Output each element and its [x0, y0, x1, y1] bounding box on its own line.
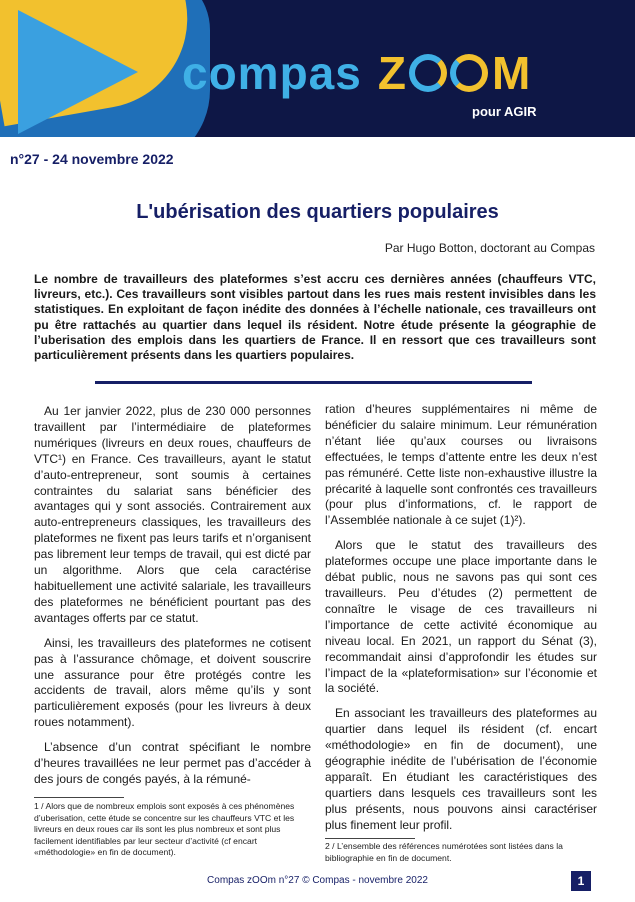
logo-z-letter: Z: [377, 47, 406, 99]
logo-tagline: pour AGIR: [472, 104, 537, 119]
paragraph: Alors que le statut des travailleurs des plateformes occupe une place importante dans le débat public, nous ne savons pas qui sont ces travailleurs. Peu d’études (2) permettent de connaître le visage de ces travailleurs ni l’importance de cette activité économique au niveau local. En 2021, un rapport du Sénat (3), recommandait ainsi d’approfondir les études sur l’impact de la «plateformisation» sur l’économie et la société.: [325, 538, 597, 696]
logo-compas-text: compas: [182, 47, 362, 99]
page-title: L'ubérisation des quartiers populaires: [136, 201, 499, 223]
footnote-1: 1 / Alors que de nombreux emplois sont exposés à ces phénomènes d’uberisation, cette étude se concentre sur les chauffeurs VTC et les livreurs en deux roues car ils sont les plus nombreux et sont plus facilement identifiables par leur secteur d’activité (cf encart «méthodologie» en fin de document).: [34, 801, 295, 857]
footnote-2: 2 / L’ensemble des références numérotées sont listées dans la bibliographie en fin de document.: [325, 841, 563, 863]
author-line: Par Hugo Botton, doctorant au Compas: [384, 241, 595, 255]
paragraph: L’absence d’un contrat spécifiant le nombre d’heures travaillées ne leur permet pas d’accéder à des jours de congés payés, à la rémuné-: [34, 740, 311, 786]
footnote-divider: [34, 797, 124, 798]
right-column: [325, 402, 597, 843]
logo-o-ring-icon: [450, 54, 488, 92]
compas-zoom-logo: [182, 48, 530, 98]
left-column: [34, 404, 311, 797]
divider: [95, 381, 532, 384]
paragraph: Ainsi, les travailleurs des plateformes ne cotisent pas à l’assurance chômage, et doivent souscrire une assurance pour être protégés contre les accidents de travail, alors même qu’ils y sont particulièrement exposés (pour les livreurs à deux roues notamment).: [34, 635, 311, 730]
paragraph: En associant les travailleurs des plateformes au quartier dans lequel ils résident (cf. encart «méthodologie» en fin de document), une géographie inédite de l’ubérisation de l’économie apparaît. En étudiant les caractéristiques des quartiers dans lesquels ces travailleurs sont les plus présents, nous pouvons ainsi caractériser plus finement leur profil.: [325, 706, 597, 832]
logo-play-triangle: [18, 10, 138, 134]
header-banner: [0, 0, 635, 137]
paragraph: Au 1er janvier 2022, plus de 230 000 personnes travaillent par l’intermédiaire de plateformes numériques (livreurs en deux roues, chauffeurs de VTC¹) en France. Ces travailleurs, ayant le statut d’auto-entrepreneur, sont soumis à certaines contraintes du salariat sans bénéficier des avantages qui y sont associés. Contrairement aux auto-entrepreneurs classiques, les travailleurs des plateformes ne fixent pas leurs tarifs et n’organisent pas librement leur temps de travail, qui est dicté par un algorithme. Alors que cela caractérise habituellement une activité salariale, les travailleurs des plateformes ne bénéficient pourtant pas des avantages offerts par ce statut.: [34, 404, 311, 625]
footnote-divider: [325, 838, 415, 839]
page-number-badge: 1: [571, 871, 591, 891]
abstract: Le nombre de travailleurs des plateformes s’est accru ces dernières années (chauffeurs VTC, livreurs, etc.). Ces travailleurs sont visibles partout dans les rues mais restent invisibles dans les statistiques. En exploitant de façon inédite des données à l’échelle nationale, ces travailleurs ont pu être rattachés au quartier dans lequel ils résident. Notre étude présente la géographie de l’uberisation des emplois dans les quartiers de France. Il en ressort que ces travailleurs sont particulièrement présents dans les quartiers populaires.: [34, 272, 596, 363]
paragraph: ration d’heures supplémentaires ni même de bénéficier du salaire minimum. Leur rémunération n’étant liée qu’aux courses ou livraisons effectuées, le temps d’attente entre les deux n’est pas rémunéré. Cette liste non-exhaustive illustre la précarité à laquelle sont confrontés ces travailleurs (pour plus d’informations, cf. le rapport de l’Assemblée nationale à ce sujet (1)²).: [325, 402, 597, 528]
issue-number: n°27 - 24 novembre 2022: [10, 151, 174, 167]
logo-o-ring-icon: [409, 54, 447, 92]
page-footer: Compas zOOm n°27 © Compas - novembre 2022: [207, 875, 428, 886]
logo-m-letter: M: [491, 47, 531, 99]
